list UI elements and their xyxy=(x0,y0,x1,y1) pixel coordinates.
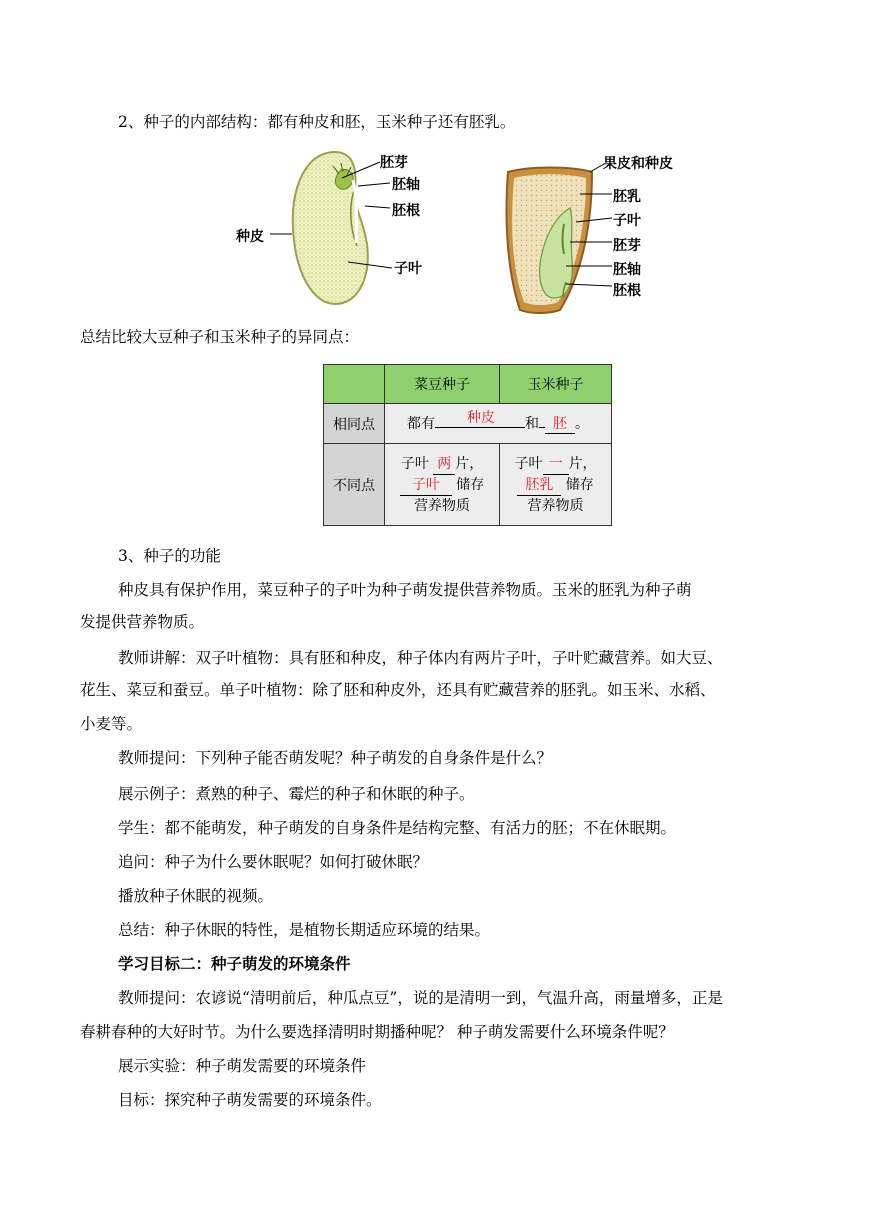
corn-l3: 营养物质 xyxy=(527,497,584,514)
bean-diff-cell xyxy=(385,444,500,526)
show-example: 展示例子：煮熟的种子、霉烂的种子和休眠的种子。 xyxy=(118,785,475,803)
bean-label-seed-coat: 种皮 xyxy=(236,229,264,245)
corn-label-cotyledon: 子叶 xyxy=(613,213,641,229)
corn-label-hypocotyl: 胚轴 xyxy=(613,262,641,278)
table-row-same xyxy=(324,404,612,444)
section-3-heading: 3、种子的功能 xyxy=(118,547,221,565)
s3-para-line-1: 种皮具有保护作用，菜豆种子的子叶为种子萌发提供营养物质。玉米的胚乳为种子萌 xyxy=(118,581,692,599)
table-header-corn: 玉米种子 xyxy=(500,365,612,404)
bean-l1-pre: 子叶 xyxy=(400,455,429,472)
corn-l1-pre: 子叶 xyxy=(514,455,543,472)
corn-label-lines xyxy=(560,160,620,300)
corn-label-pericarp: 果皮和种皮 xyxy=(603,156,673,172)
corn-label-radicle: 胚根 xyxy=(613,283,641,299)
bean-l1-post: 片， xyxy=(455,455,484,472)
comparison-table xyxy=(323,364,612,526)
bean-label-plumule: 胚芽 xyxy=(380,155,408,171)
same-cell xyxy=(385,404,612,444)
teacher-explain-line-1: 教师讲解：双子叶植物：具有胚和种皮，种子体内有两片子叶，子叶贮藏营养。如大豆、 xyxy=(118,649,723,667)
experiment-target: 目标：探究种子萌发需要的环境条件。 xyxy=(118,1091,382,1109)
play-video: 播放种子休眠的视频。 xyxy=(118,887,274,905)
corn-l2-answer: 胚乳 xyxy=(517,475,561,496)
table-header-bean: 菜豆种子 xyxy=(385,365,500,404)
corn-l2-post: 储存 xyxy=(565,476,594,493)
bean-label-hypocotyl: 胚轴 xyxy=(392,177,420,193)
corn-label-endosperm: 胚乳 xyxy=(613,189,641,205)
section-2-heading: 2、种子的内部结构：都有种皮和胚，玉米种子还有胚乳。 xyxy=(118,113,516,131)
summary-intro: 总结比较大豆种子和玉米种子的异同点： xyxy=(80,328,360,346)
same-answer-2: 胚 xyxy=(545,413,575,434)
bean-label-cotyledon: 子叶 xyxy=(394,261,422,277)
teacher-explain-line-3: 小麦等。 xyxy=(80,715,143,733)
student-answer: 学生：都不能萌发，种子萌发的自身条件是结构完整、有活力的胚；不在休眠期。 xyxy=(118,819,677,837)
same-answer-1: 种皮 xyxy=(459,407,503,428)
corn-label-plumule: 胚芽 xyxy=(613,238,641,254)
bean-l2-post: 储存 xyxy=(456,476,485,493)
table-row-diff xyxy=(324,444,612,526)
corn-l1-answer: 一 xyxy=(543,454,569,475)
corn-l1-post: 片， xyxy=(568,455,597,472)
same-end: 。 xyxy=(575,416,589,432)
bean-l3: 营养物质 xyxy=(414,497,471,514)
teacher-question-1: 教师提问：下列种子能否萌发呢？种子萌发的自身条件是什么？ xyxy=(118,749,553,767)
follow-up-question: 追问：种子为什么要休眠呢？如何打破休眠？ xyxy=(118,853,429,871)
teacher-explain-line-2: 花生、菜豆和蚕豆。单子叶植物：除了胚和种皮外，还具有贮藏营养的胚乳。如玉米、水稻、 xyxy=(80,681,716,699)
teacher-question-2-line-1: 教师提问：农谚说“清明前后，种瓜点豆”，说的是清明一到，气温升高，雨量增多，正是 xyxy=(118,989,723,1007)
same-mid: 和 xyxy=(525,416,539,432)
conclusion: 总结：种子休眠的特性，是植物长期适应环境的结果。 xyxy=(118,921,491,939)
bean-l1-answer: 两 xyxy=(433,454,455,475)
row-header-diff: 不同点 xyxy=(324,444,385,526)
row-header-same: 相同点 xyxy=(324,404,385,444)
bean-l2-answer: 子叶 xyxy=(400,475,452,496)
corn-diff-cell xyxy=(500,444,612,526)
bean-label-radicle: 胚根 xyxy=(392,203,420,219)
table-header-empty xyxy=(324,365,385,404)
s3-para-line-2: 发提供营养物质。 xyxy=(80,613,205,631)
table-header-row xyxy=(324,365,612,404)
experiment-intro: 展示实验：种子萌发需要的环境条件 xyxy=(118,1057,367,1075)
teacher-question-2-line-2: 春耕春种的大好时节。为什么要选择清明时期播种呢？ 种子萌发需要什么环境条件呢？ xyxy=(80,1023,674,1041)
same-prefix: 都有 xyxy=(407,416,435,432)
learning-goal-2-heading: 学习目标二：种子萌发的环境条件 xyxy=(118,955,351,973)
